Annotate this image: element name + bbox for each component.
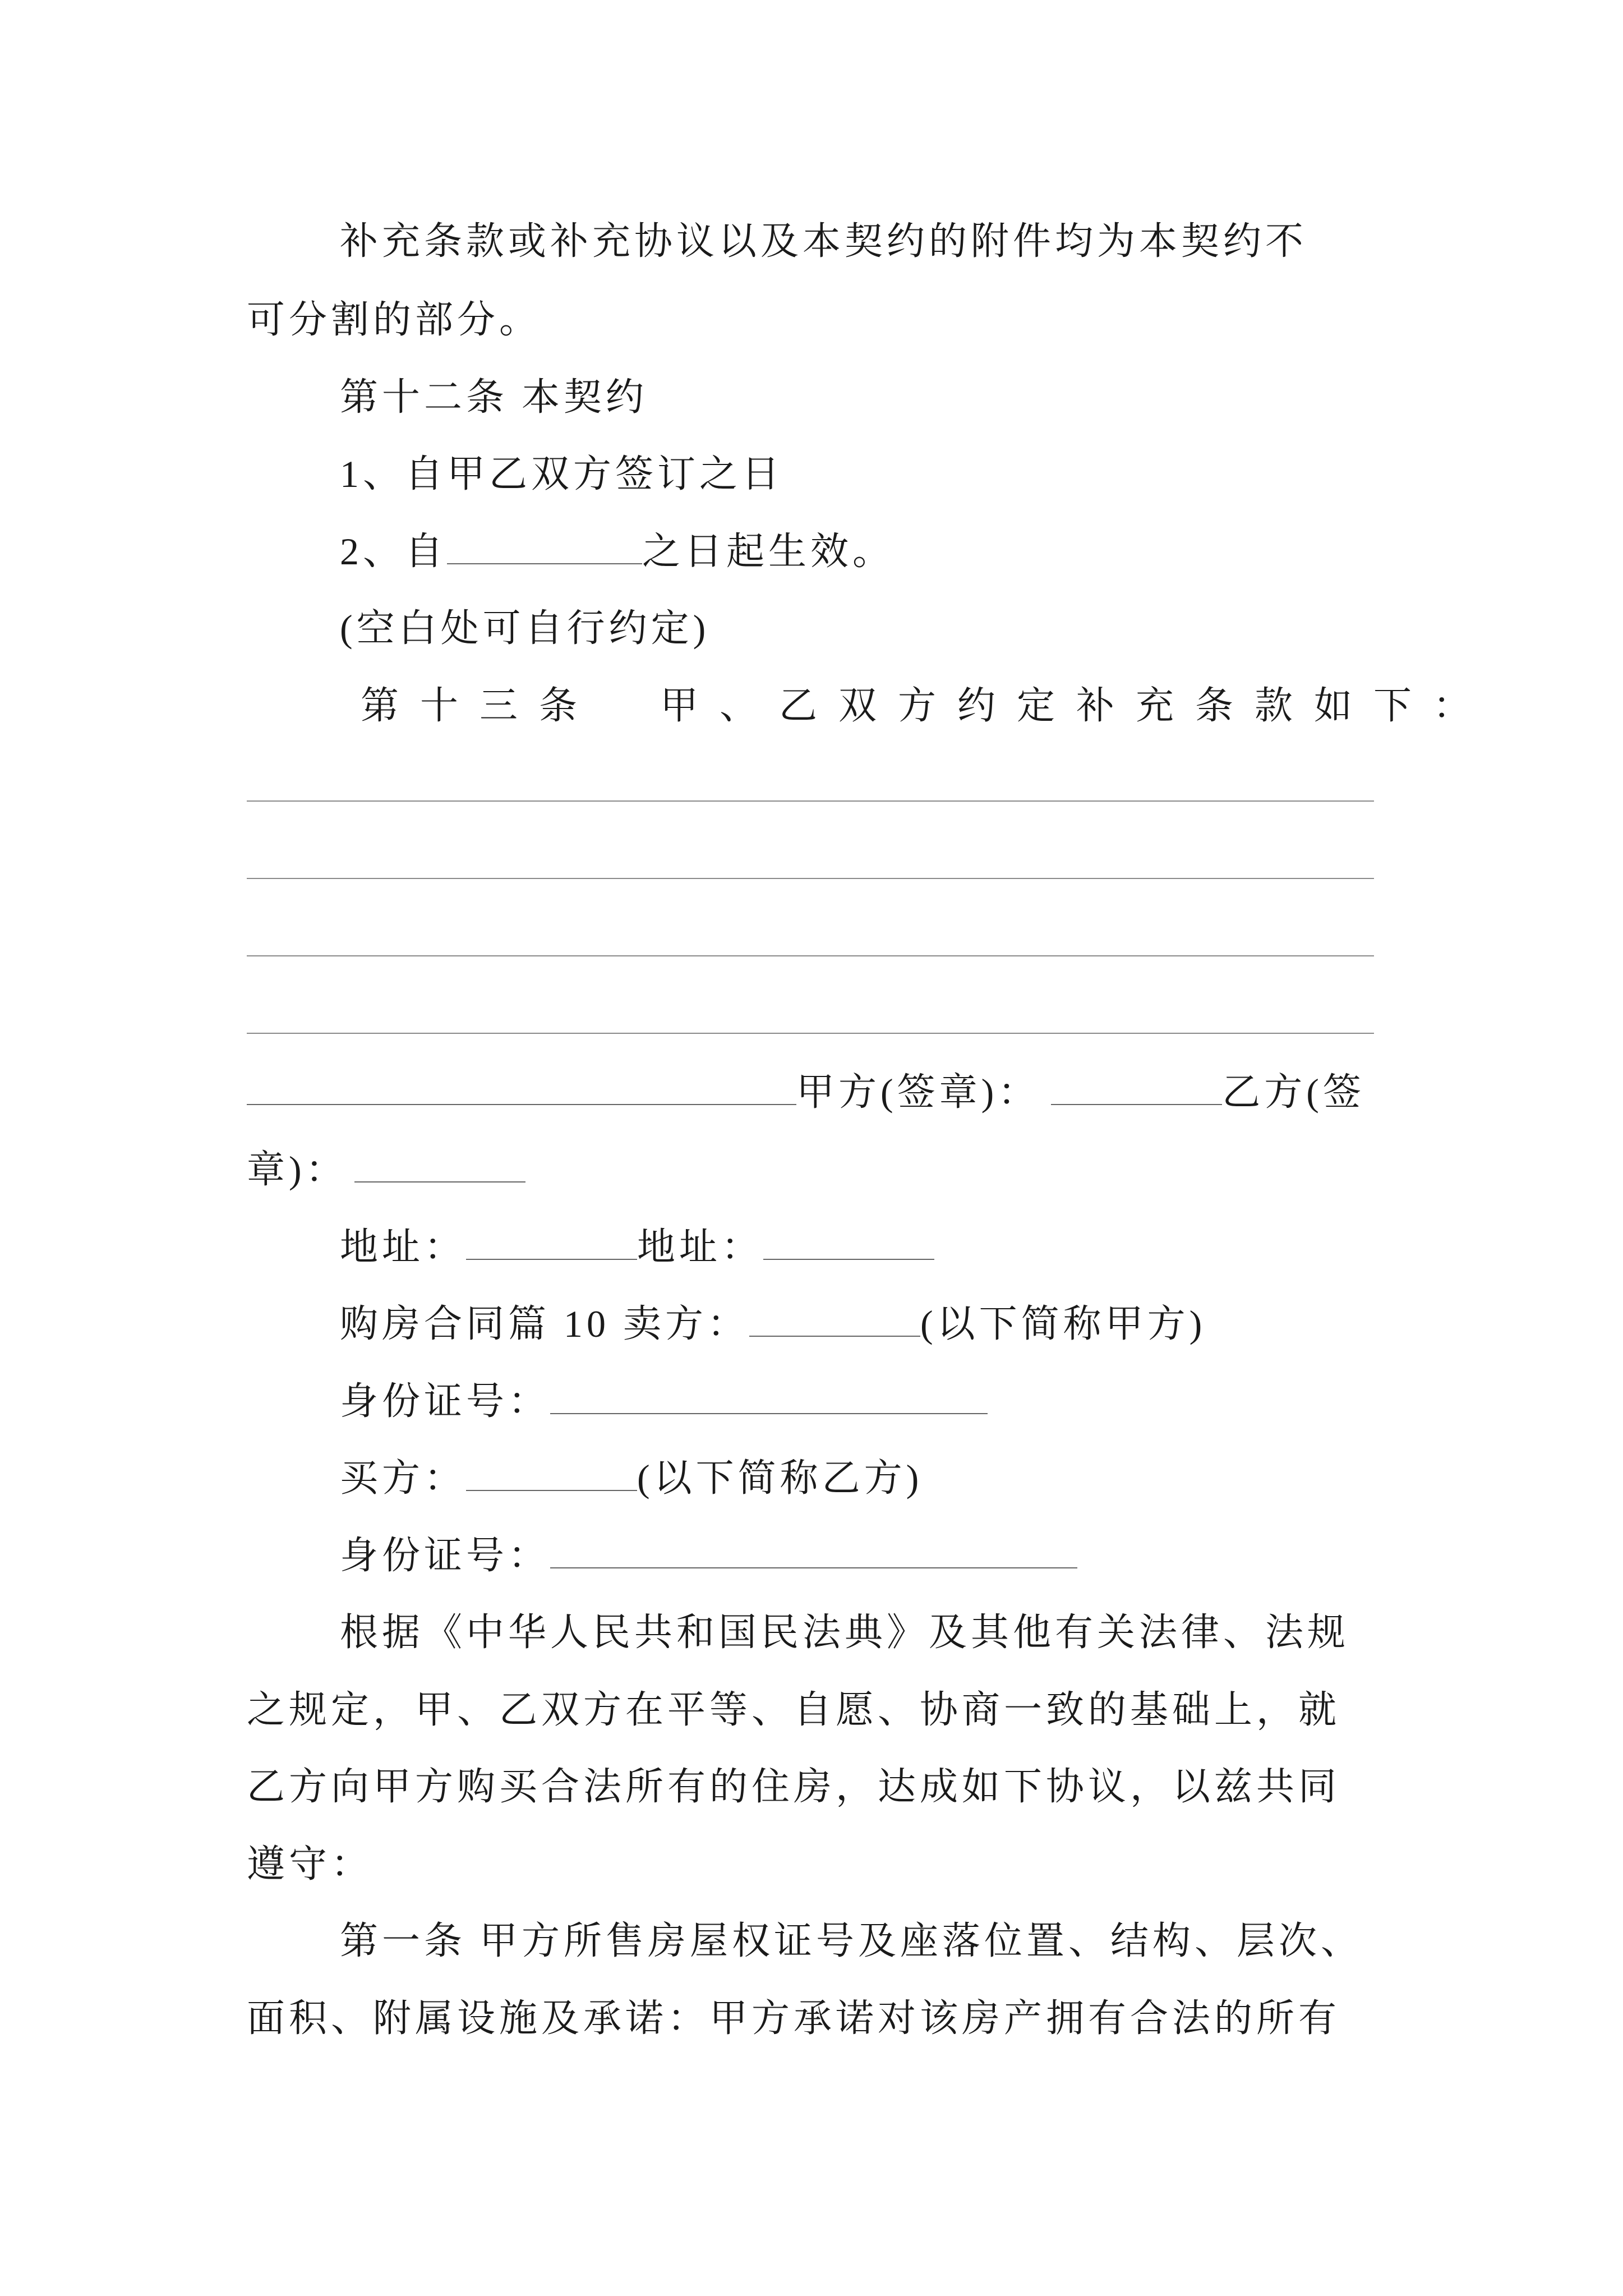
text: 章)： — [247, 1148, 348, 1191]
text: 身份证号： — [340, 1534, 551, 1577]
blank-field[interactable] — [354, 1147, 525, 1182]
text: (以下简称甲方) — [920, 1303, 1206, 1345]
signature-line — [247, 1144, 525, 1195]
blank-field[interactable] — [749, 1301, 920, 1337]
text: 乙方向甲方购买合法所有的住房，达成如下协议，以兹共同 — [247, 1765, 1341, 1808]
blank-field[interactable] — [466, 1224, 637, 1260]
buyer-line — [340, 1453, 923, 1503]
paragraph-line — [247, 1839, 373, 1889]
blank-field[interactable] — [247, 1069, 796, 1105]
text: 遵守： — [247, 1843, 374, 1885]
text: 乙方(签 — [1222, 1071, 1365, 1114]
text: 甲方(签章)： — [796, 1071, 1040, 1114]
blank-field[interactable] — [466, 1455, 637, 1491]
id-number-line — [340, 1376, 988, 1427]
blank-field[interactable] — [1051, 1069, 1222, 1105]
note-line — [340, 603, 709, 654]
blank-line[interactable] — [247, 955, 1374, 956]
text: 身份证号： — [340, 1380, 551, 1423]
text: 2、自 — [340, 530, 448, 573]
text: 第十三条 甲、乙双方约定补充条款如下： — [361, 684, 1493, 727]
list-item — [340, 449, 783, 499]
text: 根据《中华人民共和国民法典》及其他有关法律、法规 — [340, 1611, 1350, 1654]
paragraph-line — [247, 295, 541, 345]
text: 之日起生效。 — [642, 530, 895, 573]
text: 可分割的部分。 — [247, 298, 542, 341]
text: 地址： — [340, 1226, 467, 1268]
signature-line — [247, 1067, 1365, 1117]
text: (空白处可自行约定) — [340, 607, 710, 650]
text: 之规定，甲、乙双方在平等、自愿、协商一致的基础上，就 — [247, 1688, 1341, 1731]
text: 第十二条 本契约 — [340, 376, 648, 418]
text: 1、自甲乙双方签订之日 — [340, 453, 784, 495]
paragraph-line — [247, 1761, 1340, 1812]
blank-line[interactable] — [247, 800, 1374, 802]
article-13-heading — [361, 680, 1492, 731]
blank-field[interactable] — [763, 1224, 934, 1260]
paragraph-line — [247, 1685, 1340, 1735]
blank-field[interactable] — [447, 528, 642, 564]
paragraph-line — [247, 1993, 1340, 2044]
blank-line[interactable] — [247, 878, 1374, 879]
text: 地址： — [637, 1226, 764, 1268]
id-number-line — [340, 1530, 1077, 1581]
text: 购房合同篇 10 卖方： — [340, 1303, 750, 1345]
seller-line — [340, 1299, 1206, 1349]
blank-line[interactable] — [247, 1033, 1374, 1034]
blank-field[interactable] — [550, 1378, 988, 1414]
article-12-heading — [340, 372, 648, 422]
text: 补充条款或补充协议以及本契约的附件均为本契约不 — [340, 220, 1308, 263]
text: 第一条 甲方所售房屋权证号及座落位置、结构、层次、 — [340, 1920, 1363, 1962]
text: (以下简称乙方) — [637, 1457, 923, 1499]
address-line — [340, 1222, 934, 1272]
list-item — [340, 526, 895, 577]
article-1-line — [340, 1916, 1363, 1966]
text: 面积、附属设施及承诺：甲方承诺对该房产拥有合法的所有 — [247, 1997, 1341, 2040]
paragraph-line — [340, 216, 1307, 266]
paragraph-line — [340, 1607, 1349, 1658]
blank-field[interactable] — [550, 1533, 1077, 1568]
text: 买方： — [340, 1457, 467, 1499]
